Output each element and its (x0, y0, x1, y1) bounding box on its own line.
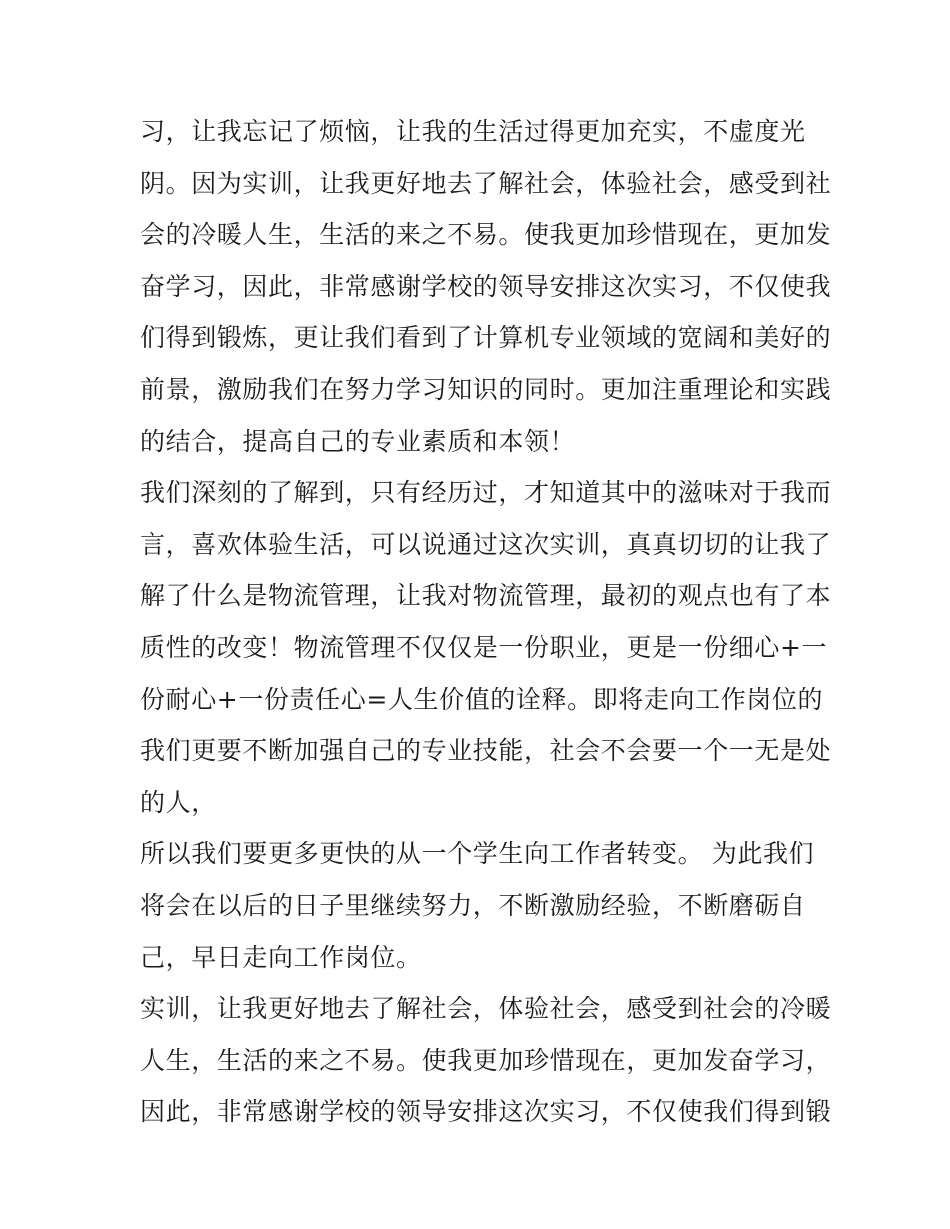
text-line: 因此，非常感谢学校的领导安排这次实习，不仅使我们得到锻 (140, 1097, 832, 1127)
text-line: 们得到锻炼，更让我们看到了计算机专业领域的宽阔和美好的 (140, 323, 832, 353)
text-line: 份耐心+一份责任心=人生价值的诠释。即将走向工作岗位的 (140, 684, 824, 714)
text-line: 实训，让我更好地去了解社会，体验社会，感受到社会的冷暖 (140, 994, 832, 1024)
body-text (140, 106, 830, 1138)
text-line: 奋学习，因此，非常感谢学校的领导安排这次实习，不仅使我 (140, 271, 832, 301)
text-line: 阴。因为实训，让我更好地去了解社会，体验社会，感受到社 (140, 168, 832, 198)
text-line: 人生，生活的来之不易。使我更加珍惜现在，更加发奋学习， (140, 1045, 832, 1075)
text-line: 前景，激励我们在努力学习知识的同时。更加注重理论和实践 (140, 374, 832, 404)
text-line: 质性的改变！物流管理不仅仅是一份职业，更是一份细心+一 (140, 632, 828, 662)
text-line: 己，早日走向工作岗位。 (140, 942, 422, 972)
text-line: 会的冷暖人生，生活的来之不易。使我更加珍惜现在，更加发 (140, 220, 832, 250)
text-line: 的人， (140, 787, 217, 817)
text-line: 将会在以后的日子里继续努力，不断激励经验，不断磨砺自 (140, 890, 806, 920)
text-line: 所以我们要更多更快的从一个学生向工作者转变。 为此我们 (140, 839, 815, 869)
text-line: 习，让我忘记了烦恼，让我的生活过得更加充实，不虚度光 (140, 117, 806, 146)
text-line: 我们深刻的了解到，只有经历过，才知道其中的滋味对于我而 (140, 478, 832, 508)
text-line: 解了什么是物流管理，让我对物流管理，最初的观点也有了本 (140, 581, 832, 611)
text-line: 的结合，提高自己的专业素质和本领！ (140, 426, 576, 456)
text-line: 我们更要不断加强自己的专业技能，社会不会要一个一无是处 (140, 736, 832, 766)
text-line: 言，喜欢体验生活，可以说通过这次实训，真真切切的让我了 (140, 529, 832, 559)
